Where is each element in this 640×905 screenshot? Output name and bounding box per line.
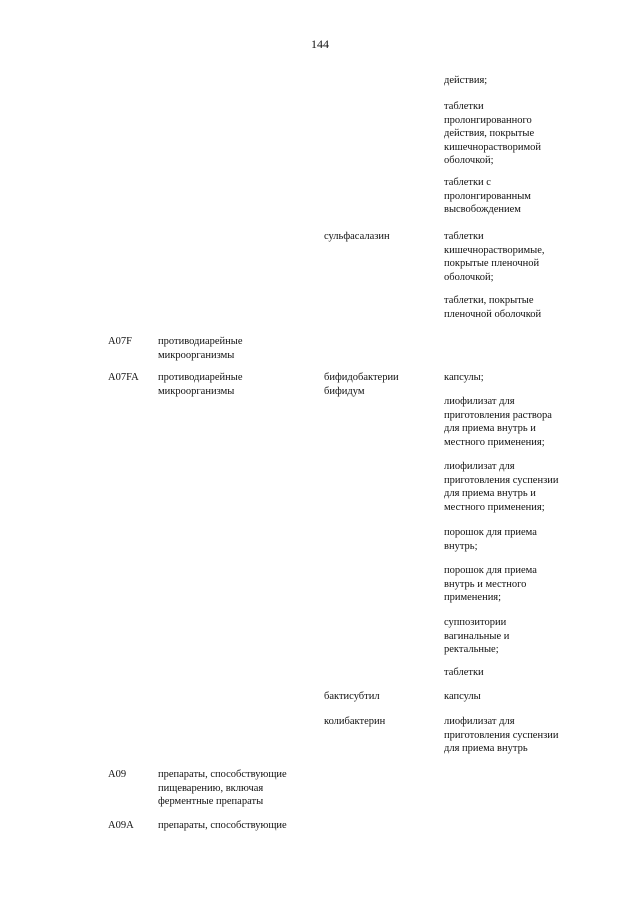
- dosage-form: порошок для приема внутрь и местного применения;: [444, 565, 537, 603]
- dosage-form: лиофилизат для приготовления раствора для приема внутрь и местного применения;: [444, 396, 552, 448]
- drug-name: бактисубтил: [324, 691, 380, 702]
- page-number: 144: [311, 37, 329, 51]
- atc-code: A07FA: [108, 372, 139, 383]
- dosage-form: лиофилизат для приготовления суспензии для приема внутрь и местного применения;: [444, 461, 559, 513]
- atc-group-name: препараты, способствующие: [158, 820, 287, 831]
- dosage-form: порошок для приема внутрь;: [444, 527, 537, 552]
- atc-code: A09: [108, 769, 127, 780]
- dosage-form: таблетки, покрытые пленочной оболочкой: [444, 295, 542, 320]
- dosage-form: капсулы;: [444, 372, 484, 383]
- atc-code: A07F: [108, 336, 132, 347]
- drug-name: бифидобактерии бифидум: [324, 372, 399, 397]
- dosage-form: таблетки пролонгированного действия, покрытые кишечнорастворимой оболочкой;: [444, 101, 542, 166]
- atc-group-name: препараты, способствующие пищеварению, включая ферментные препараты: [158, 769, 287, 807]
- atc-group-name: противодиарейные микроорганизмы: [158, 372, 243, 397]
- atc-code: A09A: [108, 820, 134, 831]
- dosage-form: действия;: [444, 75, 488, 86]
- dosage-form: лиофилизат для приготовления суспензии для приема внутрь: [444, 716, 559, 754]
- dosage-form: таблетки: [444, 667, 484, 678]
- dosage-form: таблетки с пролонгированным высвобождением: [444, 177, 531, 215]
- atc-group-name: противодиарейные микроорганизмы: [158, 336, 243, 361]
- dosage-form: таблетки кишечнорастворимые, покрытые пленочной оболочкой;: [444, 231, 545, 283]
- dosage-form: капсулы: [444, 691, 481, 702]
- drug-name: сульфасалазин: [324, 231, 390, 242]
- drug-name: колибактерин: [324, 716, 386, 727]
- dosage-form: суппозитории вагинальные и ректальные;: [444, 617, 510, 655]
